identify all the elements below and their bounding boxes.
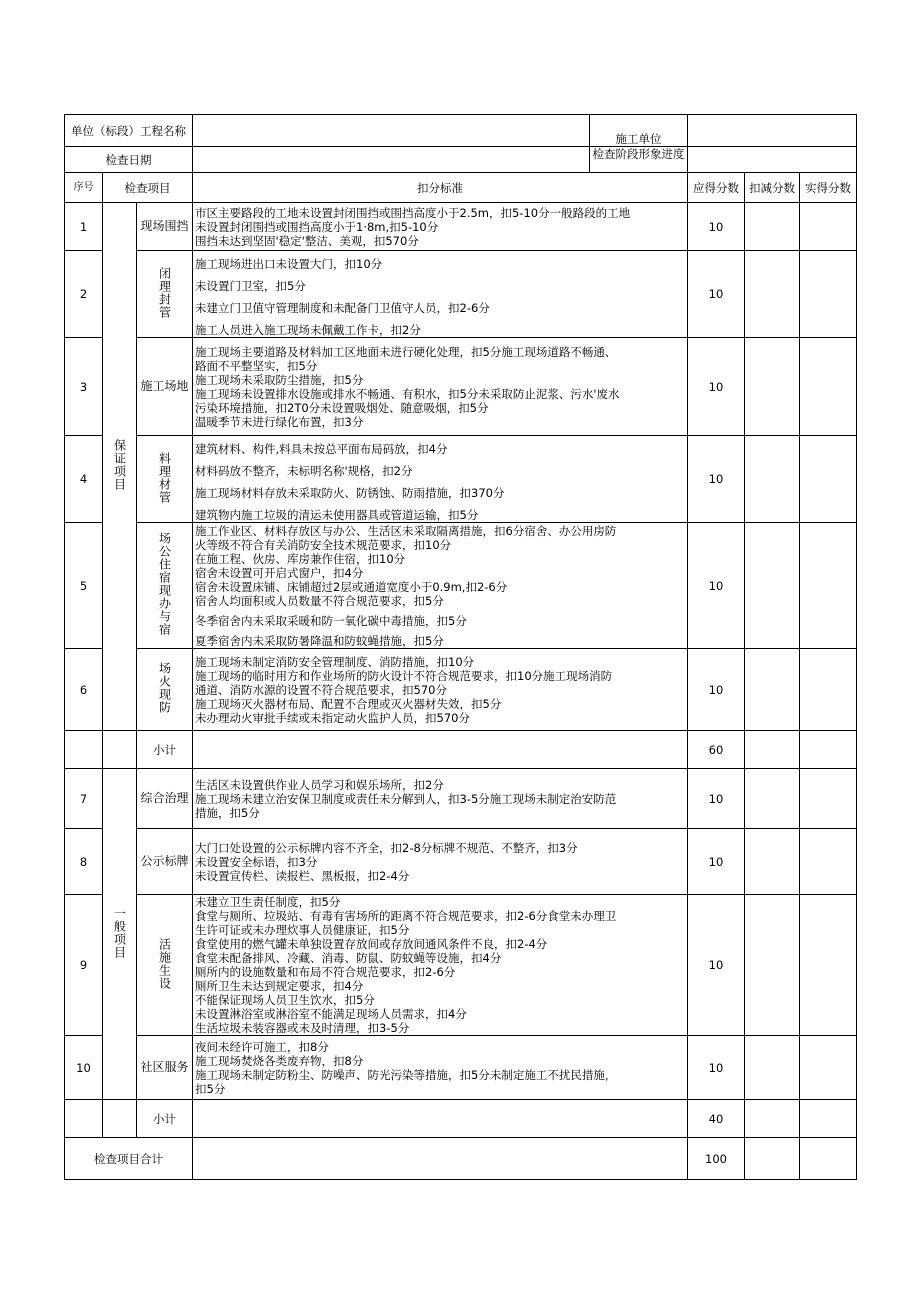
standard-line: 施工现场主要道路及材料加工区地面未进行硬化处理，扣5分施工现场道路不畅通、 xyxy=(195,344,617,359)
standard-line: 建筑材料、构件,料具未按总平面布局码放，扣4分 xyxy=(195,442,448,456)
due-score: 10 xyxy=(688,769,745,829)
check-item xyxy=(137,338,193,436)
table-row xyxy=(65,1036,857,1100)
deduct-score[interactable] xyxy=(745,251,800,338)
deduct-score[interactable] xyxy=(745,1138,800,1180)
standard-cell xyxy=(193,895,688,1036)
subtotal-row xyxy=(65,731,857,769)
standard-line: 施工现场材料存放未采取防火、防锈蚀、防雨措施，扣370分 xyxy=(195,486,505,500)
subtotal-label: 小计 xyxy=(137,1100,193,1138)
group-general xyxy=(103,769,137,1100)
standard-cell xyxy=(193,436,688,523)
check-item xyxy=(137,769,193,829)
check-item xyxy=(137,523,193,649)
standard-line: 生活区未设置供作业人员学习和娱乐场所，扣2分 xyxy=(195,777,444,792)
table-row xyxy=(65,769,857,829)
check-item-label: 社区服务 xyxy=(140,1060,189,1074)
standard-line: 未设置淋浴室或淋浴室不能满足现场人员需求，扣4分 xyxy=(195,1007,467,1021)
col-actual: 实得分数 xyxy=(800,173,857,203)
standard-line: 施工现场灭火器材布局、配置不合理或灭火器材失效，扣5分 xyxy=(195,696,502,711)
empty-cell xyxy=(193,1138,688,1180)
standard-line: 夜间未经许可施工，扣8分 xyxy=(195,1039,329,1054)
standard-line: 未建立卫生责任制度，扣5分 xyxy=(195,895,341,909)
check-item xyxy=(137,649,193,731)
standard-line: 建筑物内施工垃圾的清运未使用器具或管道运输，扣5分 xyxy=(195,508,479,522)
standard-line: 在施工程、伙房、库房兼作住宿，扣10分 xyxy=(195,551,406,566)
empty-cell xyxy=(103,1100,137,1138)
standard-line: 宿舍人均面积或人员数量不符合规范要求，扣5分 xyxy=(195,593,444,608)
standard-line: 施工现场未制定消防安全管理制度、消防措施，扣10分 xyxy=(195,654,475,669)
check-item-label: 综合治理 xyxy=(140,791,189,805)
stage-value[interactable] xyxy=(688,147,857,173)
standard-cell xyxy=(193,523,688,649)
deduct-score[interactable] xyxy=(745,203,800,251)
standard-line: 未设置封闭围挡或围挡高度小于1·8m,扣5-10分 xyxy=(195,219,439,234)
subtotal-label: 小计 xyxy=(137,731,193,769)
actual-score[interactable] xyxy=(800,1138,857,1180)
col-deduct: 扣减分数 xyxy=(745,173,800,203)
standard-line: 大门口处设置的公示标牌内容不齐全，扣2-8分标牌不规范、不整齐，扣3分 xyxy=(195,840,578,855)
deduct-score[interactable] xyxy=(745,731,800,769)
standard-line: 施工现场未设置排水设施或排水不畅通、有积水，扣5分未采取防止泥浆、污水'废水 xyxy=(195,386,620,401)
unit-label-text: 单位（标段）工程名称 xyxy=(71,123,186,138)
empty-cell xyxy=(65,731,103,769)
standard-line: 厕所卫生未达到规定要求，扣4分 xyxy=(195,979,364,993)
standard-line: 措施，扣5分 xyxy=(195,805,260,820)
standard-line: 生活垃圾未装容器或未及时清理，扣3-5分 xyxy=(195,1021,410,1035)
empty-cell xyxy=(103,731,137,769)
deduct-score[interactable] xyxy=(745,829,800,895)
inspection-table xyxy=(64,114,857,1180)
deduct-score[interactable] xyxy=(745,338,800,436)
actual-score[interactable] xyxy=(800,523,857,649)
date-value[interactable] xyxy=(193,147,590,173)
standard-line: 未建立门卫值守管理制度和未配备门卫值守人员，扣2-6分 xyxy=(195,301,490,315)
contractor-label: 施工单位 xyxy=(590,115,688,147)
standard-line: 火等级不符合有关消防安全技术规范要求，扣10分 xyxy=(195,537,452,552)
date-label: 检查日期 xyxy=(65,147,193,173)
row-number: 7 xyxy=(65,769,103,829)
check-item xyxy=(137,829,193,895)
standard-line: 污染环境措施，扣2T0分未设置吸烟处、随意吸烟，扣5分 xyxy=(195,400,489,415)
empty-cell xyxy=(193,731,688,769)
check-item-label: 施工场地 xyxy=(140,379,189,393)
standard-line: 施工人员进入施工现场未佩戴工作卡，扣2分 xyxy=(195,323,421,337)
due-score: 10 xyxy=(688,649,745,731)
group-guarantee xyxy=(103,203,137,731)
row-number: 3 xyxy=(65,338,103,436)
table-row xyxy=(65,829,857,895)
check-item xyxy=(137,1036,193,1100)
standard-line: 市区主要路段的工地未设置封闭围挡或围挡高度小于2.5m，扣5-10分一般路段的工地 xyxy=(195,205,631,220)
check-item xyxy=(137,436,193,523)
check-item-label: 闭理封管 xyxy=(157,266,172,319)
check-item xyxy=(137,895,193,1036)
standard-line: 施工现场焚烧各类废弃物，扣8分 xyxy=(195,1053,364,1068)
actual-score[interactable] xyxy=(800,731,857,769)
due-score: 10 xyxy=(688,203,745,251)
standard-line: 施工现场未采取防尘措施，扣5分 xyxy=(195,372,364,387)
col-seq: 序号 xyxy=(65,173,103,203)
actual-score[interactable] xyxy=(800,1100,857,1138)
standard-line: 宿舍未设置可开启式窗户，扣4分 xyxy=(195,565,364,580)
row-number: 8 xyxy=(65,829,103,895)
row-number: 1 xyxy=(65,203,103,251)
standard-line: 未设置宣传栏、读报栏、黑板报，扣2-4分 xyxy=(195,868,410,883)
standard-line: 施工现场未制定防粉尘、防噪声、防光污染等措施，扣5分未制定施工不扰民措施， xyxy=(195,1067,617,1082)
standard-cell xyxy=(193,338,688,436)
subtotal-row xyxy=(65,1100,857,1138)
standard-line: 食堂未配备排风、冷藏、消毒、防鼠、防蚊蝇等设施，扣4分 xyxy=(195,951,502,965)
deduct-score[interactable] xyxy=(745,523,800,649)
actual-score[interactable] xyxy=(800,338,857,436)
row-number: 4 xyxy=(65,436,103,523)
actual-score[interactable] xyxy=(800,1036,857,1100)
standard-line: 未办理动火审批手续或未指定动火监护人员，扣570分 xyxy=(195,710,470,725)
standard-line: 未设置门卫室，扣5分 xyxy=(195,279,306,293)
standard-line: 施工现场的临时用方和作业场所的防火设计不符合规范要求，扣10分施工现场消防 xyxy=(195,668,613,683)
unit-value[interactable] xyxy=(193,115,590,147)
standard-line: 扣5分 xyxy=(195,1081,226,1096)
standard-line: 生许可证或未办理炊事人员健康证，扣5分 xyxy=(195,923,410,937)
group-label: 保证项目 xyxy=(112,439,127,491)
deduct-score[interactable] xyxy=(745,769,800,829)
standard-cell xyxy=(193,203,688,251)
row-number: 2 xyxy=(65,251,103,338)
standard-line: 温暖季节未进行绿化布置，扣3分 xyxy=(195,414,364,429)
deduct-score[interactable] xyxy=(745,895,800,1036)
check-item-label: 现场围挡 xyxy=(140,219,189,233)
actual-score[interactable] xyxy=(800,251,857,338)
total-score: 100 xyxy=(688,1138,745,1180)
due-score: 10 xyxy=(688,436,745,523)
standard-line: 夏季宿舍内未采取防暑降温和防蚊蝇措施，扣5分 xyxy=(195,633,444,648)
total-label: 检查项目合计 xyxy=(65,1138,193,1180)
contractor-value[interactable] xyxy=(688,115,857,147)
due-score: 10 xyxy=(688,895,745,1036)
table-row xyxy=(65,649,857,731)
check-item xyxy=(137,251,193,338)
deduct-score[interactable] xyxy=(745,1100,800,1138)
standard-line: 宿舍未设置床铺、床铺超过2层或通道宽度小于0.9m,扣2-6分 xyxy=(195,579,508,594)
due-score: 10 xyxy=(688,523,745,649)
check-item-label: 场公住宿现办与宿 xyxy=(157,532,172,636)
total-row xyxy=(65,1138,857,1180)
table-row xyxy=(65,251,857,338)
due-score: 10 xyxy=(688,338,745,436)
col-item: 检查项目 xyxy=(103,173,193,203)
standard-line: 厕所内的设施数量和布局不符合规范要求，扣2-6分 xyxy=(195,965,456,979)
due-score: 10 xyxy=(688,829,745,895)
table-row xyxy=(65,338,857,436)
standard-line: 路面不平整坚实，扣5分 xyxy=(195,358,318,373)
check-item xyxy=(137,203,193,251)
subtotal-score: 40 xyxy=(688,1100,745,1138)
col-standard: 扣分标准 xyxy=(193,173,688,203)
due-score: 10 xyxy=(688,1036,745,1100)
standard-line: 冬季宿舍内未采取采暖和防一氧化碳中毒措施，扣5分 xyxy=(195,613,467,628)
actual-score[interactable] xyxy=(800,436,857,523)
check-item-label: 场火现防 xyxy=(157,662,172,714)
check-item-label: 活施生设 xyxy=(157,937,172,990)
group-label: 一般项目 xyxy=(112,906,127,959)
standard-line: 通道、消防水源的设置不符合规范要求，扣570分 xyxy=(195,682,447,697)
standard-cell xyxy=(193,251,688,338)
unit-label xyxy=(65,115,193,147)
table-row xyxy=(65,436,857,523)
standard-cell xyxy=(193,829,688,895)
deduct-score[interactable] xyxy=(745,436,800,523)
empty-cell xyxy=(193,1100,688,1138)
actual-score[interactable] xyxy=(800,649,857,731)
row-number: 6 xyxy=(65,649,103,731)
standard-line: 材料码放不整齐，未标明名称'规格，扣2分 xyxy=(195,464,413,478)
actual-score[interactable] xyxy=(800,769,857,829)
deduct-score[interactable] xyxy=(745,1036,800,1100)
deduct-score[interactable] xyxy=(745,649,800,731)
table-row xyxy=(65,523,857,649)
actual-score[interactable] xyxy=(800,829,857,895)
empty-cell xyxy=(65,1100,103,1138)
stage-label: 检查阶段形象进度 xyxy=(590,147,688,173)
standard-line: 施工现场未建立治安保卫制度或责任未分解到人，扣3-5分施工现场未制定治安防范 xyxy=(195,791,617,806)
standard-line: 食堂与厕所、垃圾站、有毒有害场所的距离不符合规范要求，扣2-6分食堂未办理卫 xyxy=(195,909,617,923)
row-number: 10 xyxy=(65,1036,103,1100)
table-row xyxy=(65,895,857,1036)
subtotal-score: 60 xyxy=(688,731,745,769)
col-due: 应得分数 xyxy=(688,173,745,203)
row-number: 5 xyxy=(65,523,103,649)
standard-line: 未设置安全标语，扣3分 xyxy=(195,854,318,869)
actual-score[interactable] xyxy=(800,895,857,1036)
standard-cell xyxy=(193,769,688,829)
standard-cell xyxy=(193,1036,688,1100)
row-number: 9 xyxy=(65,895,103,1036)
table-row xyxy=(65,203,857,251)
actual-score[interactable] xyxy=(800,203,857,251)
standard-line: 施工现场进出口未设置大门，扣10分 xyxy=(195,257,383,271)
standard-line: 施工作业区、材料存放区与办公、生活区未采取隔离措施，扣6分宿舍、办公用房防 xyxy=(195,523,617,538)
check-item-label: 料理材管 xyxy=(157,451,172,504)
standard-line: 围挡未达到坚固'稳定'整洁、美观，扣570分 xyxy=(195,233,419,248)
standard-line: 食堂使用的燃气罐未单独设置存放间或存放间通风条件不良，扣2-4分 xyxy=(195,937,548,951)
standard-cell xyxy=(193,649,688,731)
check-item-label: 公示标牌 xyxy=(140,854,189,868)
standard-line: 不能保证现场人员卫生饮水，扣5分 xyxy=(195,993,375,1007)
due-score: 10 xyxy=(688,251,745,338)
